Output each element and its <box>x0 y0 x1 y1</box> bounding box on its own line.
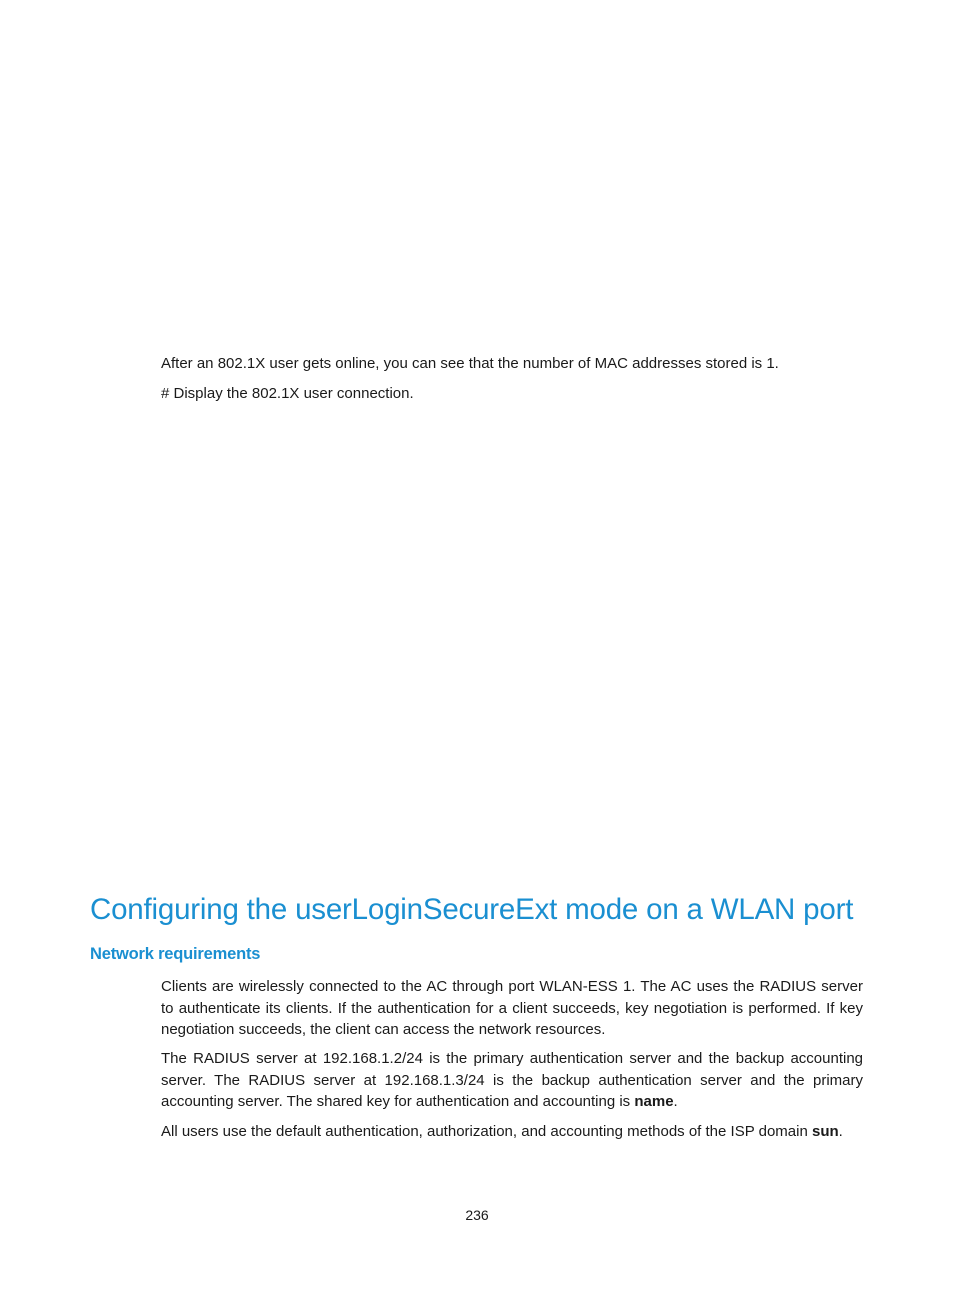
subsection-title: Network requirements <box>90 945 261 963</box>
paragraph-radius-servers <box>161 1048 863 1113</box>
page-number: 236 <box>465 1207 489 1223</box>
shared-key-name: name <box>634 1093 674 1110</box>
paragraph-isp-text: All users use the default authentication, authorization, and accounting methods of the ISP domain <box>161 1123 812 1140</box>
upper-paragraph-display-connection: # Display the 802.1X user connection. <box>161 385 414 402</box>
paragraph-radius-text: The RADIUS server at 192.168.1.2/24 is the primary authentication server and the backup accounting server. The RADIUS server at 192.168.1.3/24 is the backup authentication server and the primary accounting server. The shared key for authentication and accounting is <box>161 1050 863 1110</box>
section-title: Configuring the userLoginSecureExt mode on a WLAN port <box>90 893 854 926</box>
isp-domain-name: sun <box>811 1123 839 1140</box>
paragraph-isp-domain <box>161 1121 863 1143</box>
upper-paragraph-mac-count: After an 802.1X user gets online, you can see that the number of MAC addresses stored is 1. <box>161 355 779 372</box>
paragraph-isp-end: . <box>838 1123 843 1140</box>
paragraph-radius-end: . <box>673 1093 678 1110</box>
paragraph-clients-connection: Clients are wirelessly connected to the AC through port WLAN-ESS 1. The AC uses the RADIUS server to authenticate its clients. If the authentication for a client succeeds, key negotiation is performed. If key negotiation succeeds, the client can access the network resources. <box>161 978 863 1038</box>
